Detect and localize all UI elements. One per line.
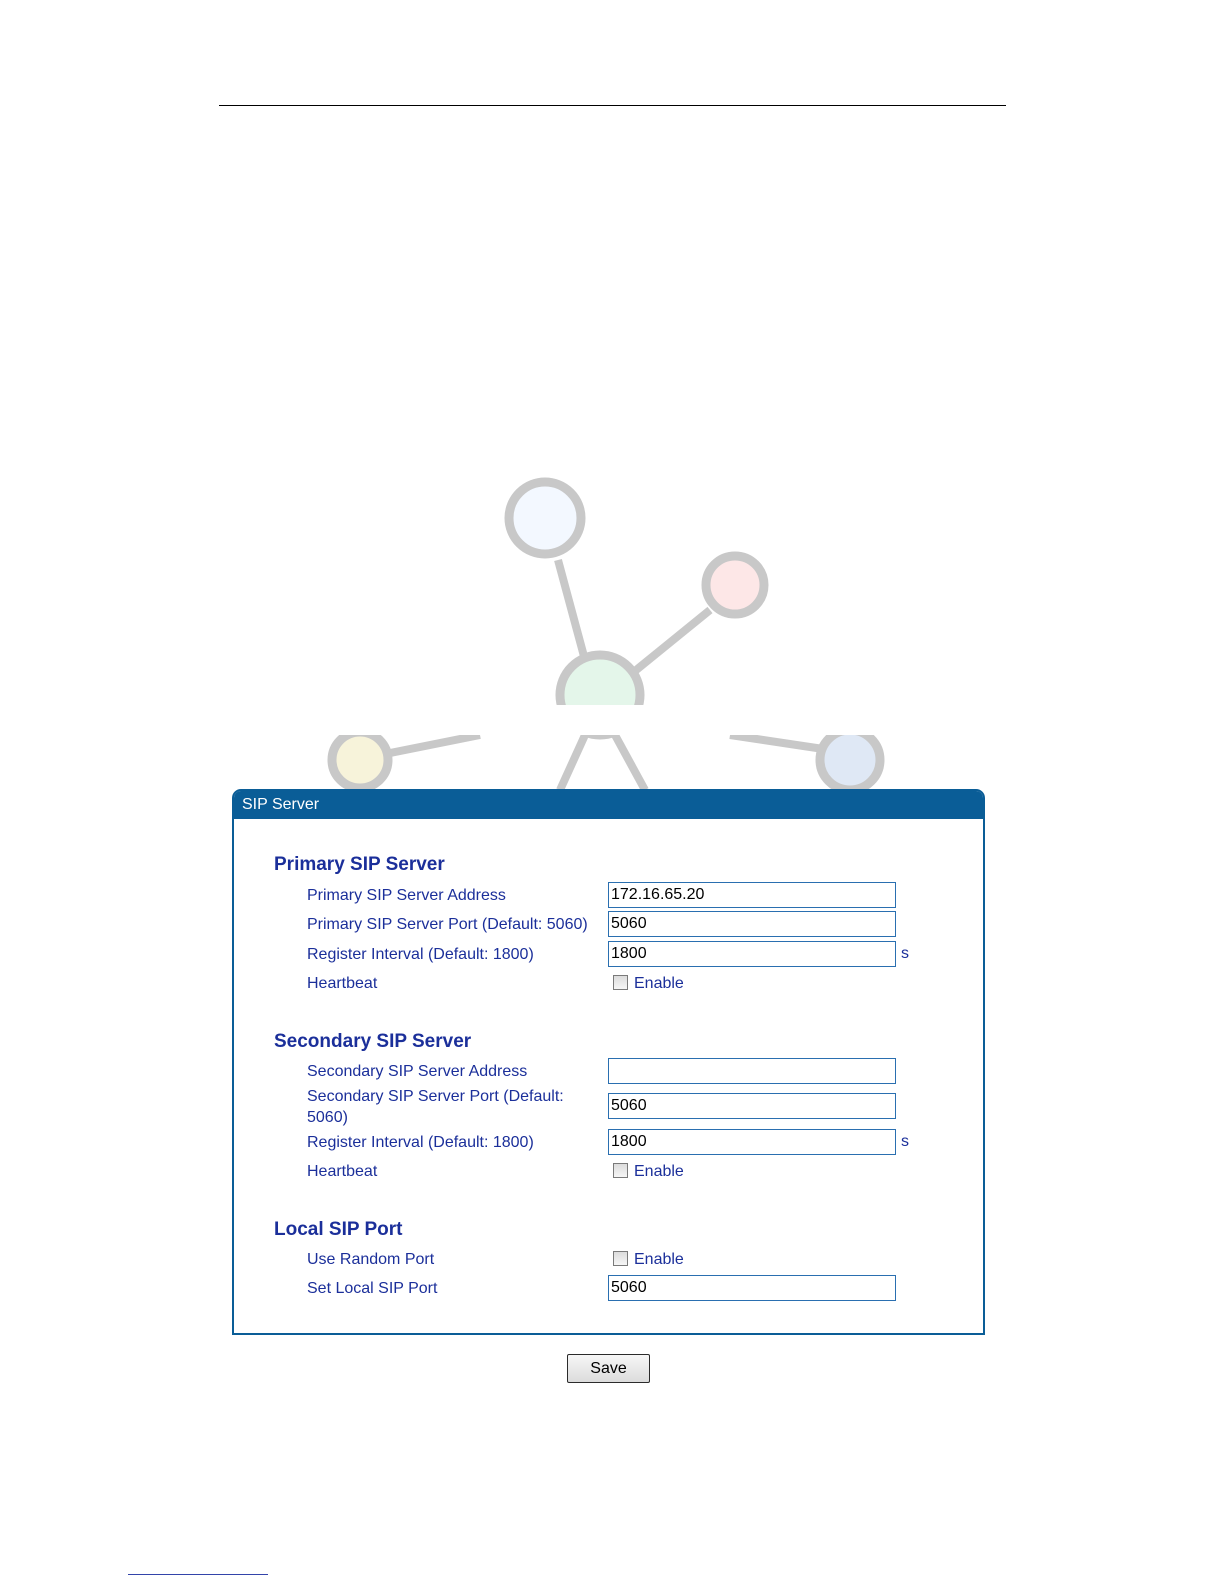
secondary-sip-server-heading: Secondary SIP Server: [274, 1031, 472, 1052]
primary-heartbeat-enable-label: Enable: [634, 975, 684, 992]
secondary-port-label-line2: 5060): [307, 1109, 348, 1126]
secondary-interval-label: Register Interval (Default: 1800): [307, 1134, 534, 1151]
random-port-checkbox[interactable]: [613, 1251, 628, 1266]
panel-title: SIP Server: [234, 791, 983, 819]
local-port-label: Set Local SIP Port: [307, 1280, 438, 1297]
primary-interval-unit: s: [901, 945, 909, 962]
local-port-input[interactable]: [608, 1275, 896, 1301]
secondary-heartbeat-checkbox[interactable]: [613, 1163, 628, 1178]
secondary-heartbeat-enable-label: Enable: [634, 1163, 684, 1180]
primary-address-input[interactable]: [608, 882, 896, 908]
page-footer-rule: [128, 1574, 268, 1575]
secondary-interval-input[interactable]: [608, 1129, 896, 1155]
secondary-port-input[interactable]: [608, 1093, 896, 1119]
secondary-heartbeat-label: Heartbeat: [307, 1163, 378, 1180]
primary-sip-server-heading: Primary SIP Server: [274, 854, 445, 875]
random-port-label: Use Random Port: [307, 1251, 435, 1268]
primary-heartbeat-checkbox[interactable]: [613, 975, 628, 990]
primary-heartbeat-label: Heartbeat: [307, 975, 378, 992]
page-header-rule: [219, 105, 1006, 106]
primary-port-input[interactable]: [608, 911, 896, 937]
local-sip-port-heading: Local SIP Port: [274, 1219, 403, 1240]
save-button[interactable]: Save: [567, 1354, 650, 1383]
network-watermark-graphic: [300, 460, 920, 790]
secondary-port-label-line1: Secondary SIP Server Port (Default:: [307, 1088, 564, 1105]
primary-port-label: Primary SIP Server Port (Default: 5060): [307, 916, 588, 933]
random-port-enable-label: Enable: [634, 1251, 684, 1268]
secondary-address-input[interactable]: [608, 1058, 896, 1084]
primary-address-label: Primary SIP Server Address: [307, 887, 506, 904]
primary-interval-label: Register Interval (Default: 1800): [307, 946, 534, 963]
primary-interval-input[interactable]: [608, 941, 896, 967]
secondary-address-label: Secondary SIP Server Address: [307, 1063, 528, 1080]
secondary-interval-unit: s: [901, 1133, 909, 1150]
